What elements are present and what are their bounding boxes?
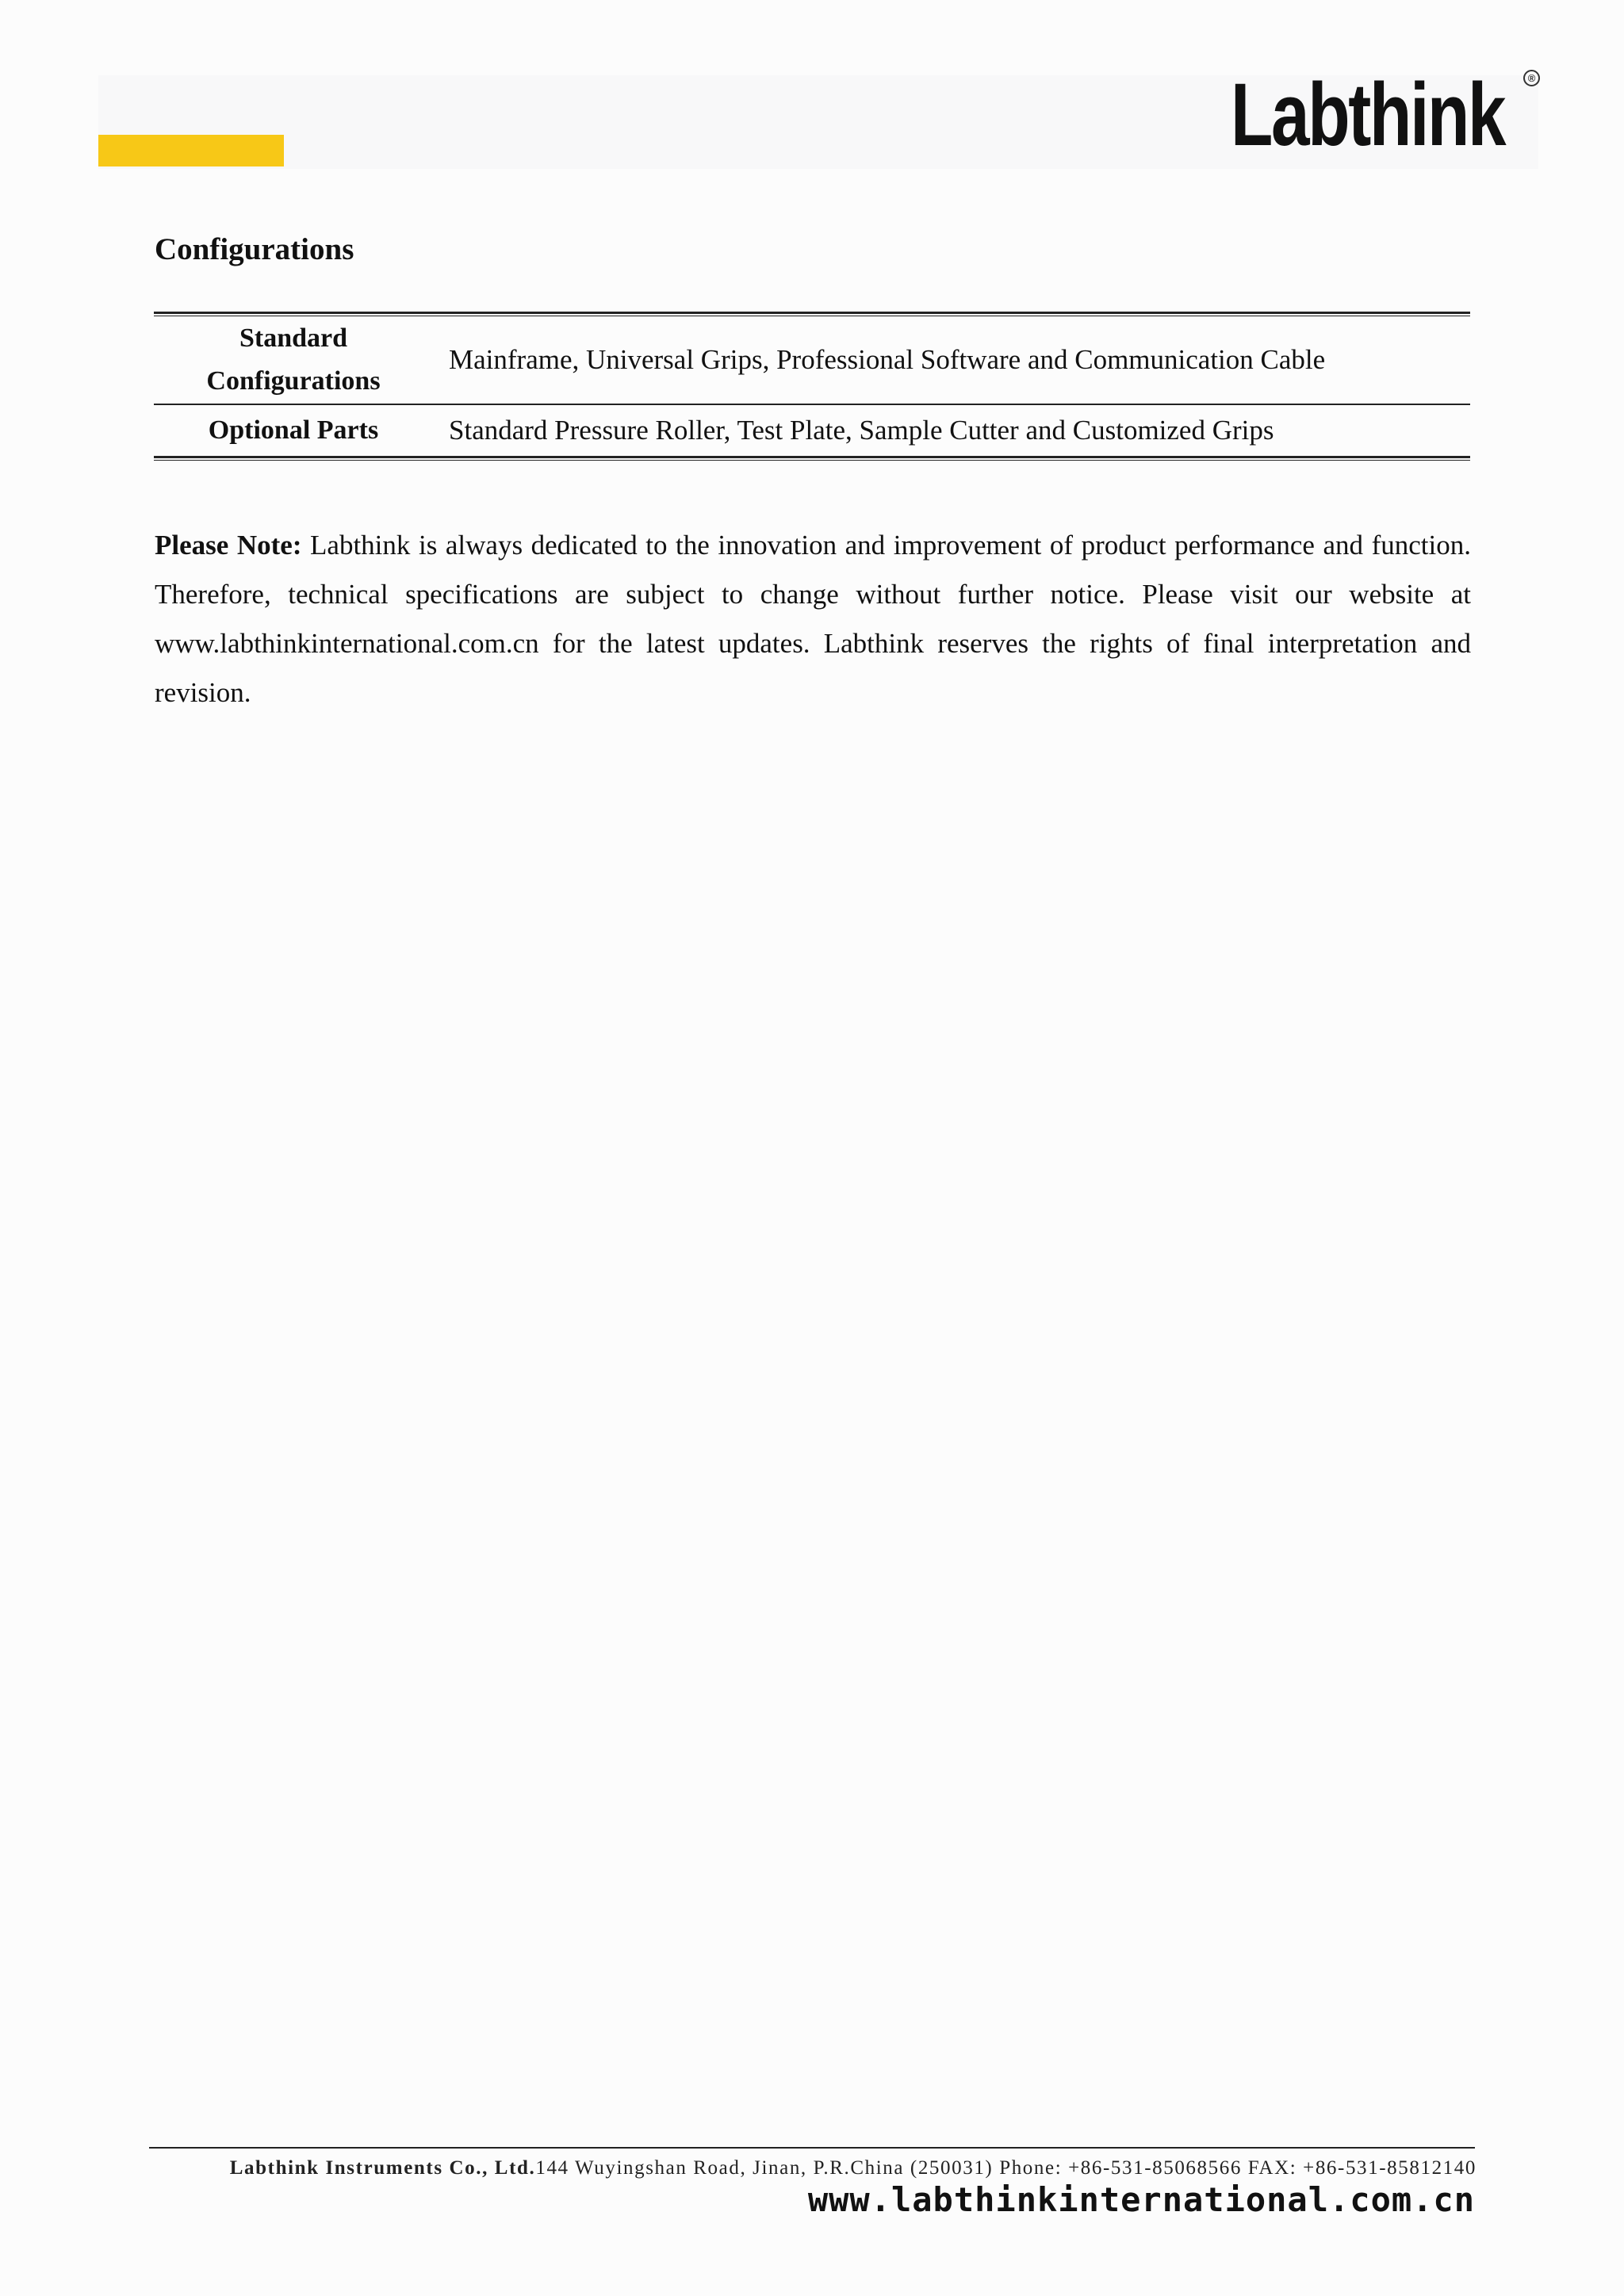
footer-rule — [149, 2147, 1475, 2149]
section-title: Configurations — [155, 232, 354, 266]
labthink-logo: Labthink — [1231, 65, 1505, 164]
configurations-table — [154, 312, 1470, 461]
footer-contact: 144 Wuyingshan Road, Jinan, P.R.China (250031) Phone: +86-531-85068566 FAX: +86-531-85812140 — [535, 2157, 1477, 2179]
note-text: Labthink is always dedicated to the innovation and improvement of product performance and function. Therefore, technical specifications are subject to change without further notice. Please visit our website at www.labthinkinternational.com.cn for the latest updates. Labthink reserves the rights of final interpretation and revision. — [155, 530, 1471, 708]
row-value: Standard Pressure Roller, Test Plate, Sample Cutter and Customized Grips — [449, 415, 1274, 446]
footer-company: Labthink Instruments Co., Ltd. — [229, 2157, 536, 2179]
please-note-paragraph — [155, 521, 1471, 718]
row-label-line: Standard — [239, 323, 348, 353]
note-label: Please Note: — [155, 530, 302, 561]
row-label-line: Configurations — [206, 366, 381, 396]
footer-address — [230, 2155, 1477, 2182]
row-label: Optional Parts — [208, 415, 379, 445]
accent-bar — [98, 135, 284, 166]
footer-website: www.labthinkinternational.com.cn — [807, 2180, 1475, 2219]
row-value: Mainframe, Universal Grips, Professional Software and Communication Cable — [449, 344, 1326, 375]
registered-mark: ® — [1523, 70, 1540, 86]
table-row — [154, 405, 1470, 456]
table-bottom-rule — [154, 456, 1470, 461]
table-row — [154, 316, 1470, 404]
